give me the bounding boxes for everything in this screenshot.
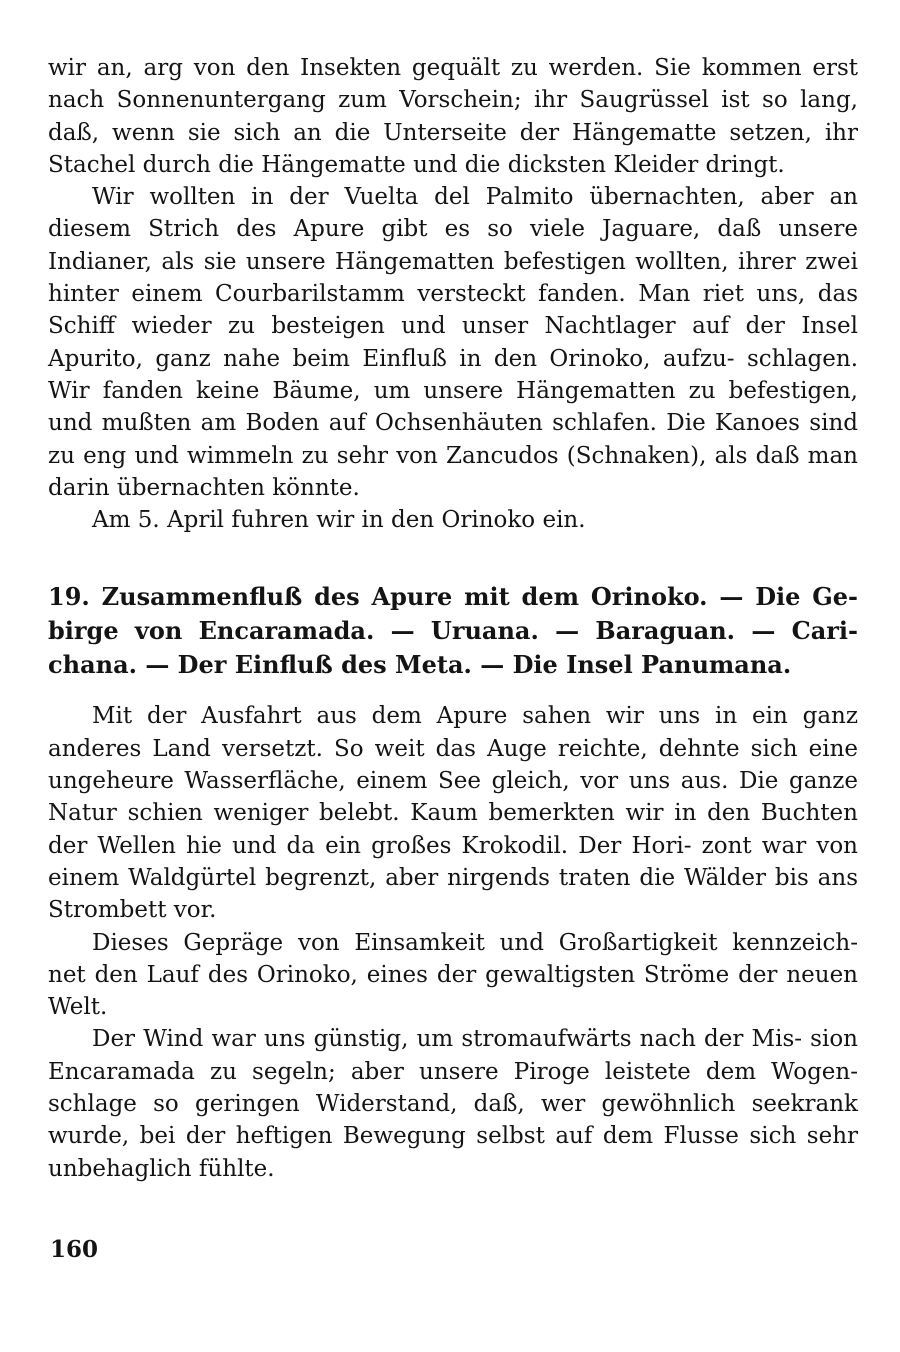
book-page: [48, 52, 858, 1185]
paragraph-apure-exit: Mit der Ausfahrt aus dem Apure sahen wir uns in ein ganz anderes Land versetzt. So weit das Auge reichte, dehnte sich eine ungeheure Wasserfläche, einem See gleich, vor uns aus. Die ganze Natur schien weniger belebt. Kaum bemerkten wir in den Buchten der Wellen hie und da ein großes Krokodil. Der Hori- zont war von einem Waldgürtel begrenzt, aber nirgends traten die Wälder bis ans Strombett vor.: [48, 703, 858, 924]
paragraph-solitude: Dieses Gepräge von Einsamkeit und Großartigkeit kennzeich- net den Lauf des Orinoko, eines der gewaltigsten Ströme der neuen Welt.: [48, 929, 858, 1021]
paragraph-continuation: wir an, arg von den Insekten gequält zu werden. Sie kommen erst nach Sonnenuntergang zum Vorschein; ihr Saugrüssel ist so lang, daß, wenn sie sich an die Unterseite der Hängematte setzen, ihr Stachel durch die Hängematte und die dicksten Kleider dringt.: [48, 55, 858, 178]
paragraph-vuelta-del-palmito: Wir wollten in der Vuelta del Palmito übernachten, aber an diesem Strich des Apure gibt es so viele Jaguare, daß unsere Indianer, als sie unsere Hängematten befestigen wollten, ihrer zwei hinter einem Courbarilstamm versteckt fanden. Man riet uns, das Schiff wieder zu besteigen und unser Nachtlager auf der Insel Apurito, ganz nahe beim Einfluß in den Orinoko, aufzu- schlagen. Wir fanden keine Bäume, um unsere Hängematten zu befestigen, und mußten am Boden auf Ochsenhäuten schlafen. Die Kanoes sind zu eng und wimmeln zu sehr von Zancudos (Schnaken), als daß man darin übernachten könnte.: [48, 184, 858, 501]
section-heading: 19. Zusammenfluß des Apure mit dem Orinoko. — Die Ge- birge von Encaramada. — Uruana. — Baraguan. — Cari- chana. — Der Einfluß des Meta. — Die Insel Panumana.: [48, 582, 858, 680]
paragraph-orinoko-entry: Am 5. April fuhren wir in den Orinoko ein.: [92, 507, 586, 534]
page-number: 160: [50, 1236, 99, 1263]
paragraph-wind: Der Wind war uns günstig, um stromaufwärts nach der Mis- sion Encaramada zu segeln; aber unsere Piroge leistete dem Wogen- schlage so geringen Widerstand, daß, wer gewöhnlich seekrank wurde, bei der heftigen Bewegung selbst auf dem Flusse sich sehr unbehaglich fühlte.: [48, 1026, 858, 1182]
